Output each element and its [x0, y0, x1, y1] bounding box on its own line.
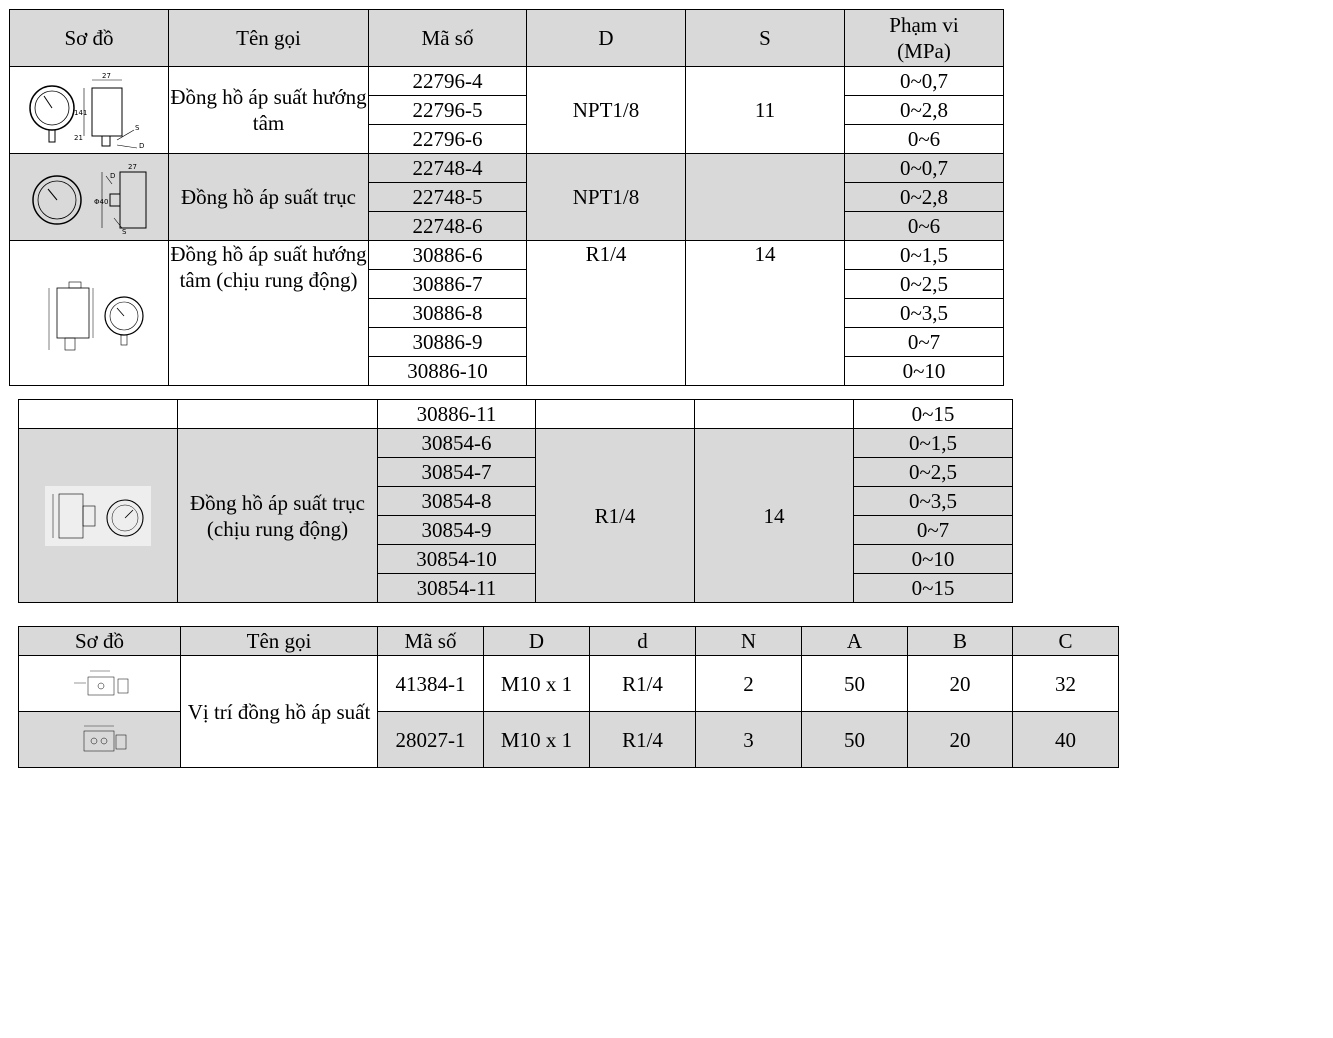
pressure-range: 0~10: [854, 545, 1013, 574]
empty-cell: [178, 400, 378, 429]
header-d: D: [527, 10, 686, 67]
thread-d: NPT1/8: [527, 154, 686, 241]
value-c: 32: [1013, 656, 1119, 712]
thread-d: R1/4: [527, 241, 686, 386]
header-n: N: [696, 627, 802, 656]
table-header-row: [19, 627, 1119, 656]
thread-d: NPT1/8: [527, 67, 686, 154]
pressure-range: 0~15: [854, 400, 1013, 429]
svg-text:S: S: [134, 124, 139, 132]
pressure-range: 0~7: [854, 516, 1013, 545]
pressure-range: 0~2,5: [845, 270, 1004, 299]
product-code: 22748-4: [369, 154, 527, 183]
product-code: 30854-8: [378, 487, 536, 516]
product-code: 41384-1: [378, 656, 484, 712]
header-range-line1: Phạm vi: [889, 13, 959, 37]
pressure-range: 0~7: [845, 328, 1004, 357]
product-code: 30854-10: [378, 545, 536, 574]
table-row: [10, 154, 1004, 183]
product-code: 22796-4: [369, 67, 527, 96]
header-range: [845, 10, 1004, 67]
header-diagram: Sơ đồ: [19, 627, 181, 656]
thread-d-upper: M10 x 1: [484, 712, 590, 768]
block-diagram-icon: [70, 667, 130, 701]
block-diagram-icon: [70, 723, 130, 757]
thread-d-upper: M10 x 1: [484, 656, 590, 712]
product-code: 30886-8: [369, 299, 527, 328]
value-c: 40: [1013, 712, 1119, 768]
pressure-range: 0~1,5: [845, 241, 1004, 270]
svg-text:27: 27: [101, 72, 111, 80]
product-code: 30854-11: [378, 574, 536, 603]
thread-d-lower: R1/4: [590, 656, 696, 712]
gauge-spec-table-1: [9, 9, 1004, 386]
table-row: [10, 67, 1004, 96]
table-row: [19, 429, 1013, 458]
diagram-block-2-port: [19, 656, 181, 712]
diagram-radial-vibration-gauge: [10, 241, 169, 386]
diagram-axial-vibration-gauge: [19, 429, 178, 603]
product-code: 30854-9: [378, 516, 536, 545]
product-code: 30854-6: [378, 429, 536, 458]
axial-vibration-gauge-diagram-icon: [45, 486, 151, 546]
size-s: [686, 154, 845, 241]
svg-text:141: 141: [73, 109, 87, 117]
header-name: Tên gọi: [169, 10, 369, 67]
pressure-range: 0~6: [845, 212, 1004, 241]
pressure-range: 0~3,5: [854, 487, 1013, 516]
header-name: Tên gọi: [181, 627, 378, 656]
header-range-line2: (MPa): [897, 39, 951, 63]
product-code: 30886-9: [369, 328, 527, 357]
gauge-position-table: [18, 626, 1119, 768]
radial-gauge-diagram-icon: [22, 70, 157, 150]
header-c: C: [1013, 627, 1119, 656]
value-b: 20: [908, 656, 1013, 712]
size-s: 11: [686, 67, 845, 154]
empty-cell: [19, 400, 178, 429]
product-name: Đồng hồ áp suất hướng tâm: [169, 67, 369, 154]
table-header-row: [10, 10, 1004, 67]
table-row: [10, 241, 1004, 270]
header-code: Mã số: [369, 10, 527, 67]
diagram-block-3-port: [19, 712, 181, 768]
empty-cell: [536, 400, 695, 429]
product-code: 28027-1: [378, 712, 484, 768]
product-code: 30886-10: [369, 357, 527, 386]
pressure-range: 0~6: [845, 125, 1004, 154]
table-row: [19, 656, 1119, 712]
header-code: Mã số: [378, 627, 484, 656]
pressure-range: 0~3,5: [845, 299, 1004, 328]
value-b: 20: [908, 712, 1013, 768]
thread-d: R1/4: [536, 429, 695, 603]
product-code: 30854-7: [378, 458, 536, 487]
svg-text:27: 27: [127, 163, 137, 171]
pressure-range: 0~1,5: [854, 429, 1013, 458]
svg-text:S: S: [121, 228, 126, 236]
product-code: 30886-11: [378, 400, 536, 429]
header-b: B: [908, 627, 1013, 656]
product-code: 22796-5: [369, 96, 527, 125]
diagram-radial-gauge: [10, 67, 169, 154]
header-diagram: Sơ đồ: [10, 10, 169, 67]
product-code: 22748-5: [369, 183, 527, 212]
product-code: 22748-6: [369, 212, 527, 241]
header-a: A: [802, 627, 908, 656]
size-s: 14: [695, 429, 854, 603]
value-a: 50: [802, 656, 908, 712]
diagram-axial-gauge: [10, 154, 169, 241]
value-a: 50: [802, 712, 908, 768]
pressure-range: 0~0,7: [845, 67, 1004, 96]
svg-text:Φ40: Φ40: [93, 198, 108, 206]
product-name: Đồng hồ áp suất trục (chịu rung động): [178, 429, 378, 603]
table-row: [19, 400, 1013, 429]
svg-text:D: D: [109, 172, 115, 180]
pressure-range: 0~10: [845, 357, 1004, 386]
radial-vibration-gauge-diagram-icon: [29, 268, 149, 358]
pressure-range: 0~2,8: [845, 183, 1004, 212]
product-code: 30886-6: [369, 241, 527, 270]
product-code: 22796-6: [369, 125, 527, 154]
header-d-lower: d: [590, 627, 696, 656]
thread-d-lower: R1/4: [590, 712, 696, 768]
axial-gauge-diagram-icon: [22, 158, 157, 236]
pressure-range: 0~15: [854, 574, 1013, 603]
pressure-range: 0~2,8: [845, 96, 1004, 125]
product-name: Vị trí đồng hồ áp suất: [181, 656, 378, 768]
pressure-range: 0~2,5: [854, 458, 1013, 487]
size-s: 14: [686, 241, 845, 386]
gauge-spec-table-2: [18, 399, 1013, 603]
svg-text:21: 21: [73, 134, 83, 142]
svg-text:D: D: [138, 142, 144, 150]
product-name: Đồng hồ áp suất trục: [169, 154, 369, 241]
value-n: 2: [696, 656, 802, 712]
product-code: 30886-7: [369, 270, 527, 299]
header-s: S: [686, 10, 845, 67]
value-n: 3: [696, 712, 802, 768]
header-d-upper: D: [484, 627, 590, 656]
empty-cell: [695, 400, 854, 429]
product-name: Đồng hồ áp suất hướng tâm (chịu rung động): [169, 241, 369, 386]
pressure-range: 0~0,7: [845, 154, 1004, 183]
